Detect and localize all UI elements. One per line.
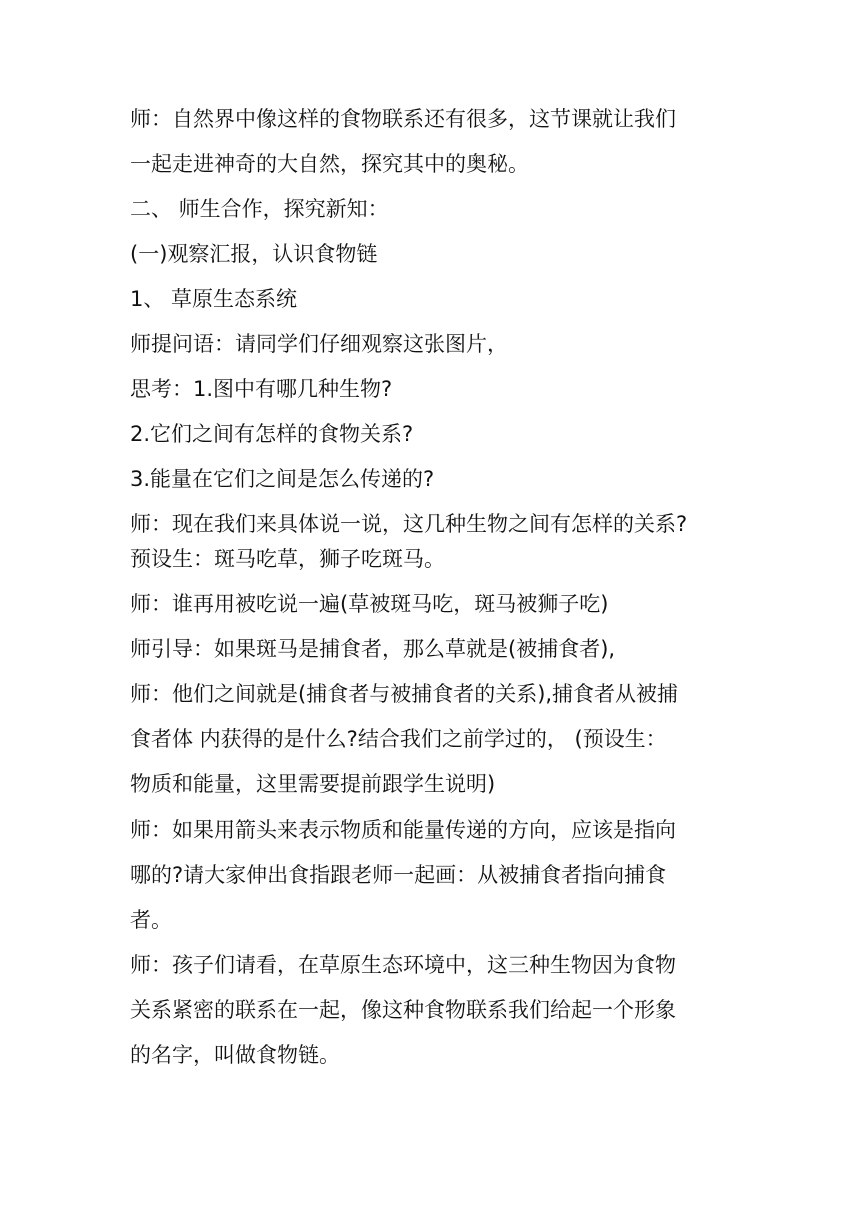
text-line: 关系紧密的联系在一起，像这种食物联系我们给起一个形象 <box>130 999 676 1021</box>
text-line: 食者体 内获得的是什么?结合我们之前学过的， (预设生： <box>130 728 667 750</box>
text-line: 预设生：斑马吃草，狮子吃斑马。 <box>130 548 445 570</box>
question-line: 3.能量在它们之间是怎么传递的? <box>130 468 435 490</box>
text-line: 师引导：如果斑马是捕食者，那么草就是(被捕食者), <box>130 638 616 660</box>
section-heading: 二、 师生合作，探究新知： <box>130 198 389 220</box>
text-line: 者。 <box>130 909 172 931</box>
text-line: 师提问语：请同学们仔细观察这张图片， <box>130 333 508 355</box>
text-line: 师：现在我们来具体说一说，这几种生物之间有怎样的关系? <box>130 513 688 535</box>
text-line: 师：如果用箭头来表示物质和能量传递的方向，应该是指向 <box>130 819 676 841</box>
text-line: 师：谁再用被吃说一遍(草被斑马吃，斑马被狮子吃) <box>130 593 609 615</box>
item-heading: 1、 草原生态系统 <box>130 288 298 310</box>
question-line: 2.它们之间有怎样的食物关系? <box>130 423 414 445</box>
question-line: 思考：1.图中有哪几种生物? <box>130 378 393 400</box>
subsection-heading: (一)观察汇报，认识食物链 <box>130 243 378 265</box>
text-line: 物质和能量，这里需要提前跟学生说明) <box>130 773 496 795</box>
text-line: 哪的?请大家伸出食指跟老师一起画：从被捕食者指向捕食 <box>130 864 667 886</box>
text-line: 师：孩子们请看，在草原生态环境中，这三种生物因为食物 <box>130 954 676 976</box>
text-line: 师：他们之间就是(捕食者与被捕食者的关系),捕食者从被捕 <box>130 683 679 705</box>
text-line: 一起走进神奇的大自然，探究其中的奥秘。 <box>130 153 529 175</box>
text-line: 的名字，叫做食物链。 <box>130 1044 340 1066</box>
document-page <box>130 108 730 1089</box>
text-line: 师：自然界中像这样的食物联系还有很多，这节课就让我们 <box>130 108 676 130</box>
